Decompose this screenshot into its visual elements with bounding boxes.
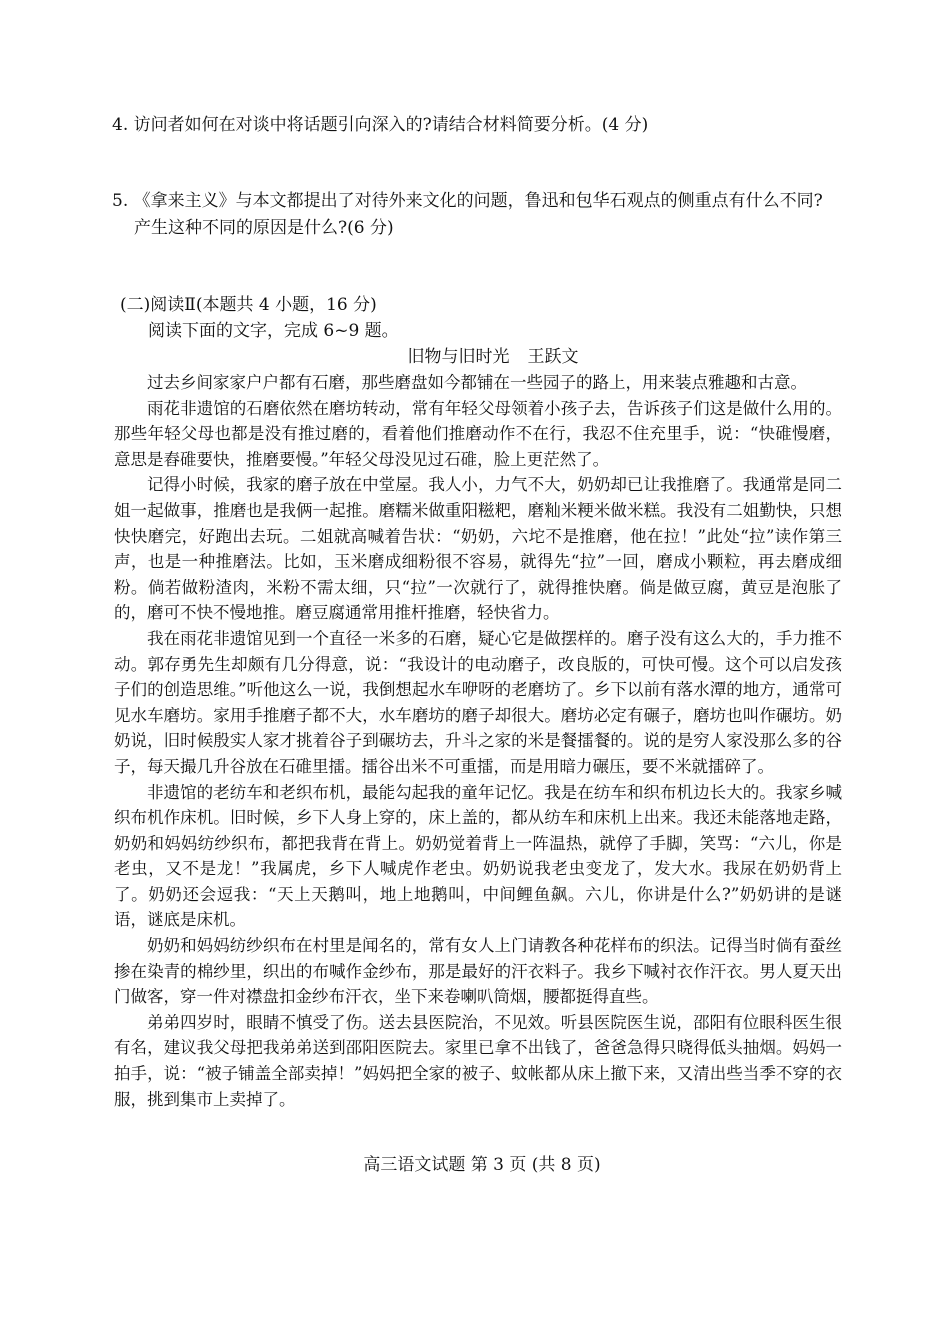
article-title-line <box>0 344 950 370</box>
article-paragraph: 我在雨花非遗馆见到一个直径一米多的石磨，疑心它是做摆样的。磨子没有这么大的，手力推不动。郭存勇先生却颇有几分得意，说：“我设计的电动磨子，改良版的，可快可慢。这个可以启发孩子们的创造思维。”听他这么一说，我倒想起水车咿呀的老磨坊了。乡下以前有落水潭的地方，通常可见水车磨坊。家用手推磨子都不大，水车磨坊的磨子却很大。磨坊必定有碾子，磨坊也叫作碾坊。奶奶说，旧时候殷实人家才挑着谷子到碾坊去，升斗之家的米是餐擂餐的。说的是穷人家没那么多的谷子，每天撮几升谷放在石碓里擂。擂谷出米不可重擂，而是用暗力碾压，要不米就擂碎了。 <box>114 628 842 776</box>
section-heading: (二)阅读Ⅱ(本题共 4 小题，16 分) <box>120 295 377 315</box>
article-body <box>114 370 842 1112</box>
article-paragraph: 雨花非遗馆的石磨依然在磨坊转动，常有年轻父母领着小孩子去，告诉孩子们这是做什么用的。那些年轻父母也都是没有推过磨的，看着他们推磨动作不在行，我忍不住充里手，说：“快碓慢磨，意思是舂碓要快，推磨要慢。”年轻父母没见过石碓，脸上更茫然了。 <box>114 398 842 469</box>
page-footer: 高三语文试题 第 3 页 (共 8 页) <box>363 1155 601 1175</box>
article-paragraph: 弟弟四岁时，眼睛不慎受了伤。送去县医院治，不见效。听县医院医生说，邵阳有位眼科医生很有名，建议我父母把我弟弟送到邵阳医院去。家里已拿不出钱了，爸爸急得只晓得低头抽烟。妈妈一拍手，说：“被子铺盖全部卖掉！”妈妈把全家的被子、蚊帐都从床上撤下来，又清出些当季不穿的衣服，挑到集市上卖掉了。 <box>114 1012 842 1109</box>
question-4: 4. 访问者如何在对谈中将话题引向深入的?请结合材料简要分析。(4 分) <box>112 115 649 135</box>
article-author: 王跃文 <box>527 347 579 367</box>
question-5 <box>112 188 852 242</box>
article-paragraph: 奶奶和妈妈纺纱织布在村里是闻名的，常有女人上门请教各种花样布的织法。记得当时倘有蚕丝掺在染青的棉纱里，织出的布喊作金纱布，那是最好的汗衣料子。我乡下喊衬衣作汗衣。男人夏天出门做客，穿一件对襟盘扣金纱布汗衣，坐下来卷喇叭筒烟，腰都挺得直些。 <box>114 936 842 1007</box>
article-paragraph: 非遗馆的老纺车和老织布机，最能勾起我的童年记忆。我是在纺车和织布机边长大的。我家乡喊织布机作床机。旧时候，乡下人身上穿的，床上盖的，都从纺车和床机上出来。我还未能落地走路，奶奶和妈妈纺纱织布，都把我背在背上。奶奶觉着背上一阵温热，就停了手脚，笑骂：“六儿，你是老虫，又不是龙！”我属虎，乡下人喊虎作老虫。奶奶说我老虫变龙了，发大水。我尿在奶奶背上了。奶奶还会逗我：“天上天鹅叫，地上地鹅叫，中间鲤鱼飙。六儿，你讲是什么?”奶奶讲的是谜语，谜底是床机。 <box>114 782 842 930</box>
article-paragraph: 记得小时候，我家的磨子放在中堂屋。我人小，力气不大，奶奶却已让我推磨了。我通常是同二姐一起做事，推磨也是我俩一起推。磨糯米做重阳糍粑，磨籼米粳米做米糕。我没有二姐勤快，只想快快磨完，好跑出去玩。二姐就高喊着告状：“奶奶，六坨不是推磨，他在拉！”此处“拉”读作第三声，也是一种推磨法。比如，玉米磨成细粉很不容易，就得先“拉”一回，磨成小颗粒，再去磨成细粉。倘若做粉渣肉，米粉不需太细，只“拉”一次就行了，就得推快磨。倘是做豆腐，黄豆是泡胀了的，磨可不快不慢地推。磨豆腐通常用推杆推磨，轻快省力。 <box>114 475 842 623</box>
reading-instruction: 阅读下面的文字，完成 6~9 题。 <box>148 321 399 341</box>
question-5-line-1: 5. 《拿来主义》与本文都提出了对待外来文化的问题，鲁迅和包华石观点的侧重点有什么不同? <box>112 191 823 211</box>
article-title: 旧物与旧时光 <box>407 347 510 367</box>
question-5-line-2: 产生这种不同的原因是什么?(6 分) <box>134 218 394 238</box>
article-paragraph: 过去乡间家家户户都有石磨，那些磨盘如今都铺在一些园子的路上，用来装点雅趣和古意。 <box>147 373 807 392</box>
